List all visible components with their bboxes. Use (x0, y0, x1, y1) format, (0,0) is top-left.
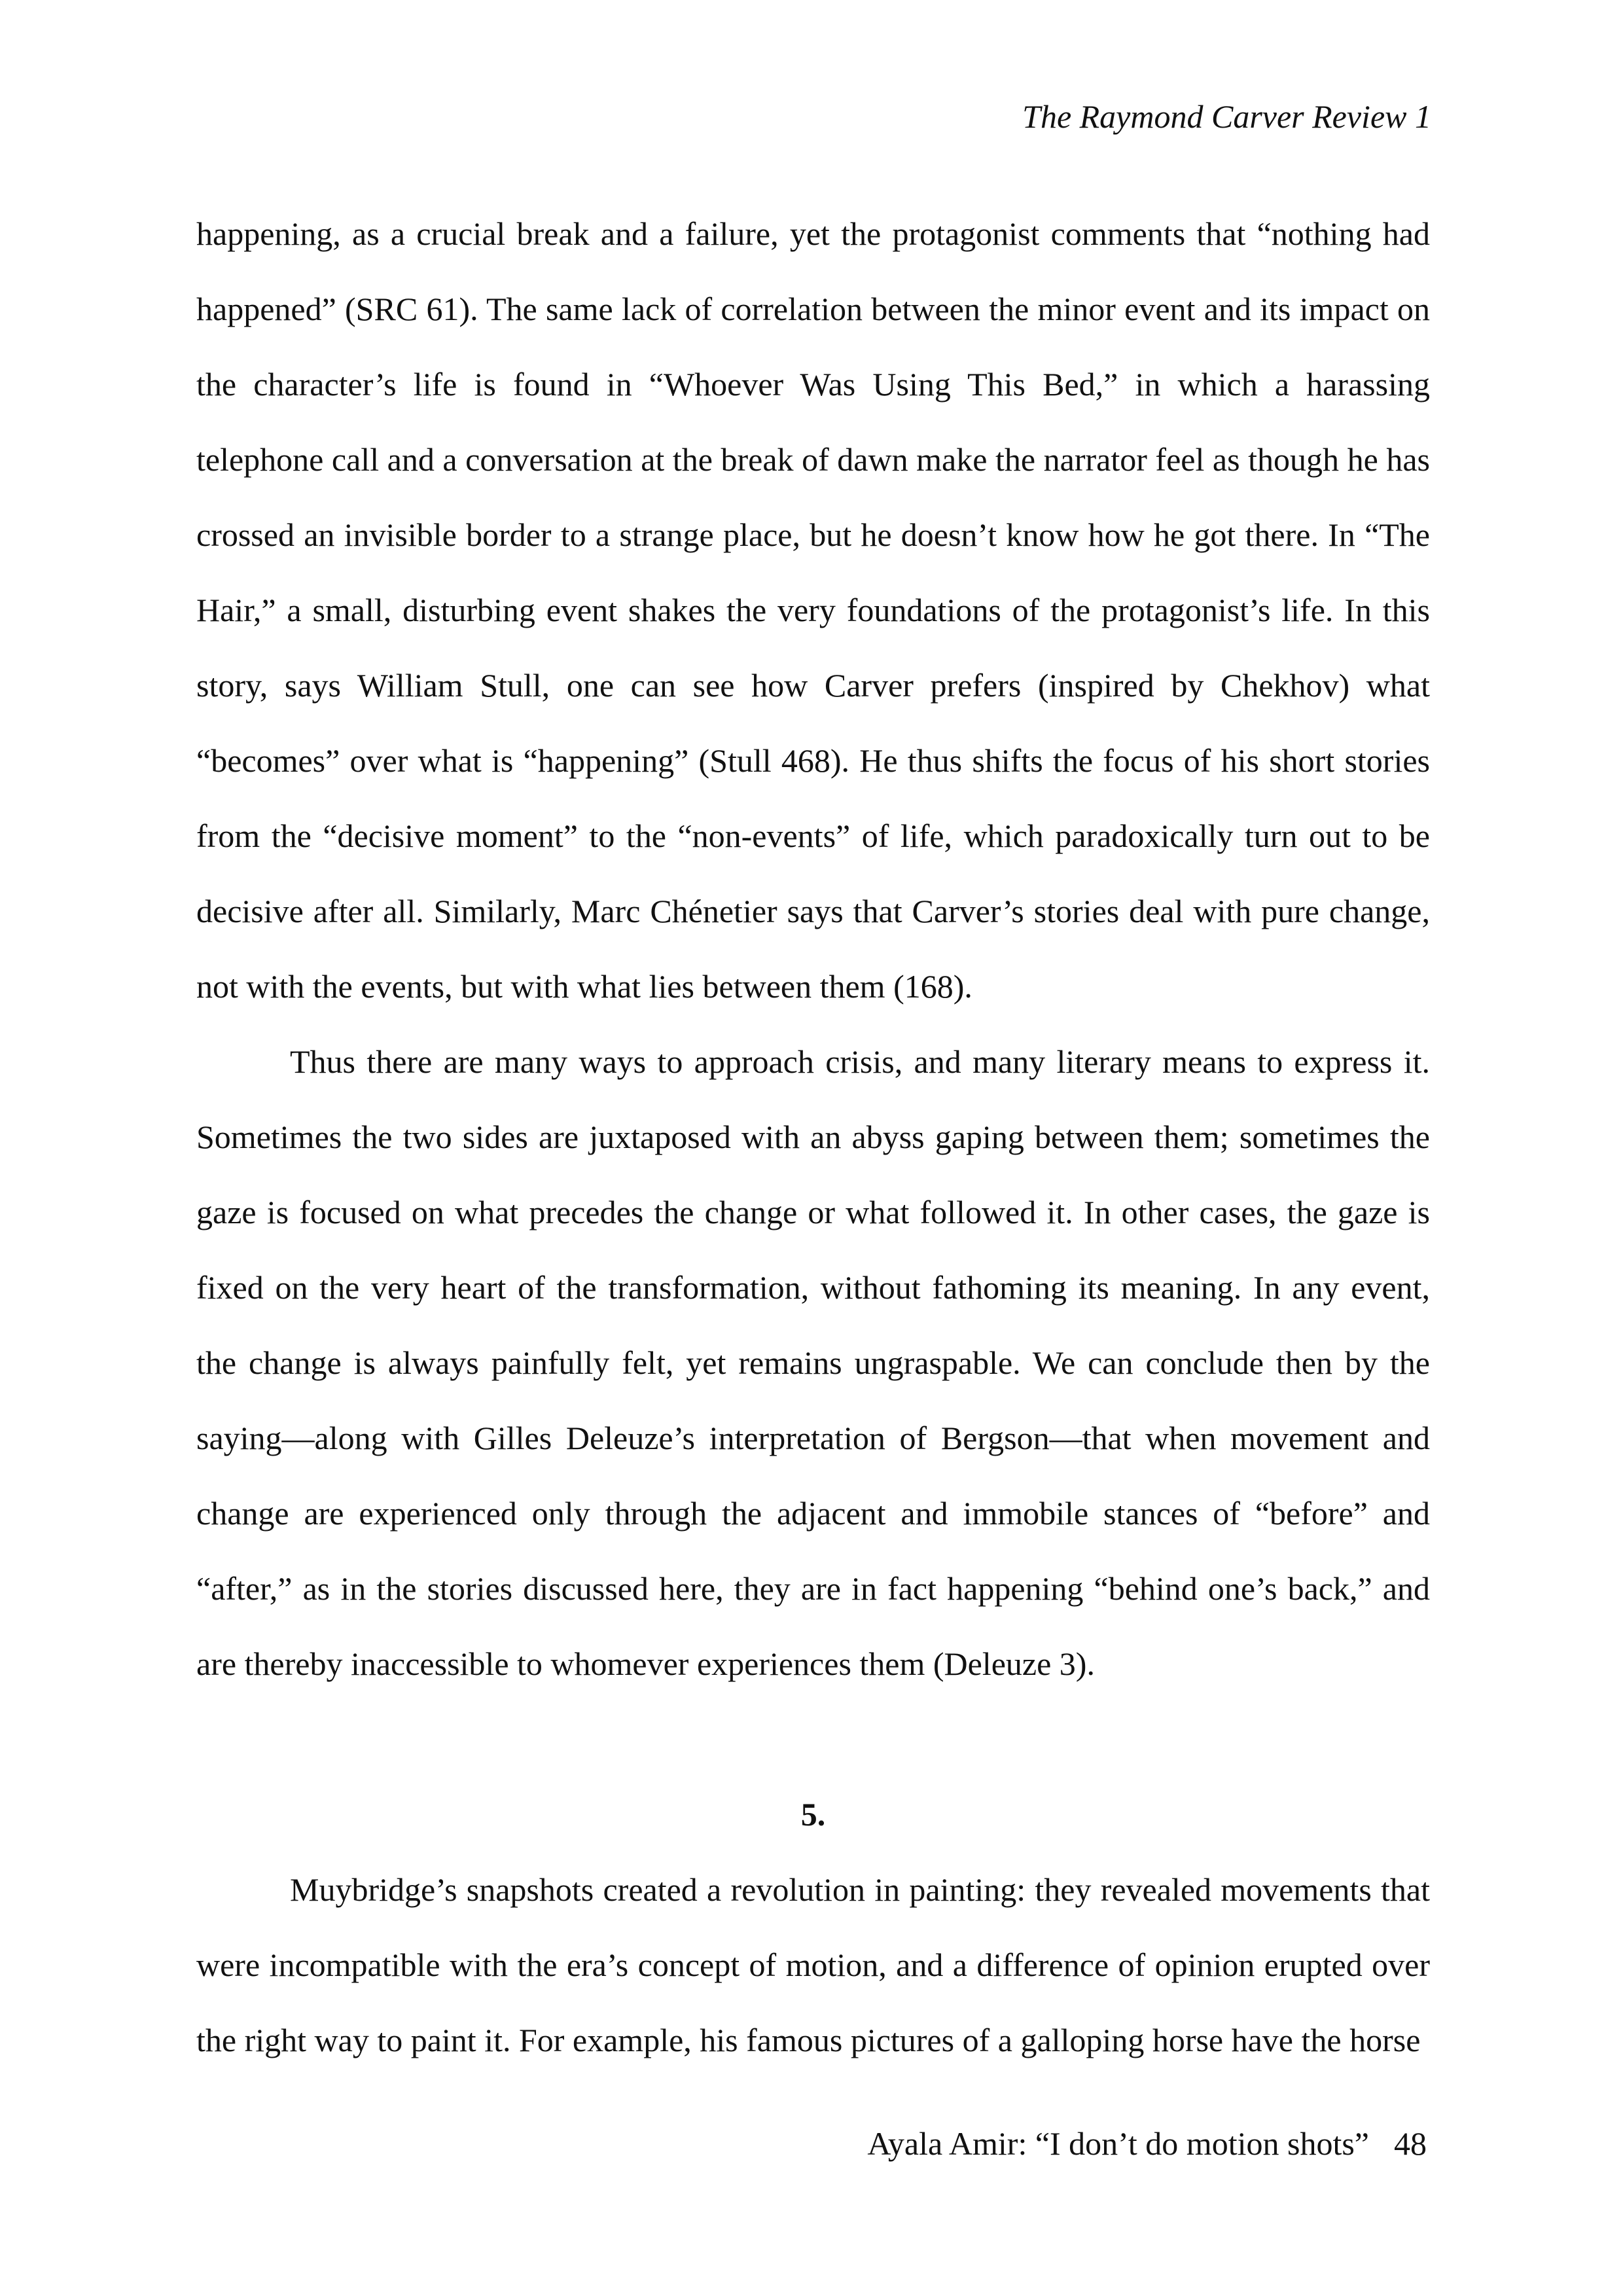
page-number: 48 (1394, 2125, 1427, 2162)
footer-author-title: Ayala Amir: “I don’t do motion shots” (867, 2125, 1369, 2162)
page-footer (867, 2124, 1427, 2163)
paragraph-crisis: Thus there are many ways to approach crisis, and many literary means to express it. Sometimes the two sides are juxtaposed with an abyss gaping between them; sometimes the gaze is focused on what precedes the change or what followed it. In other cases, the gaze is fixed on the very heart of the transformation, without fathoming its meaning. In any event, the change is always painfully felt, yet remains ungraspable. We can conclude then by the saying—along with Gilles Deleuze’s interpretation of Bergson—that when movement and change are experienced only through the adjacent and immobile stances of “before” and “after,” as in the stories discussed here, they are in fact happening “behind one’s back,” and are thereby inaccessible to whomever experiences them (Deleuze 3). (196, 1043, 1430, 1682)
section-heading: 5. (800, 1796, 826, 1833)
paragraph-continued: happening, as a crucial break and a failure, yet the protagonist comments that “nothing had happened” (SRC 61). The same lack of correlation between the minor event and its impact on the character’s life is found in “Whoever Was Using This Bed,” in which a harassing telephone call and a conversation at the break of dawn make the narrator feel as though he has crossed an invisible border to a strange place, but he doesn’t know how he got there. In “The Hair,” a small, disturbing event shakes the very foundations of the protagonist’s life. In this story, says William Stull, one can see how Carver prefers (inspired by Chekhov) what “becomes” over what is “happening” (Stull 468). He thus shifts the focus of his short stories from the “decisive moment” to the “non-events” of life, which paradoxically turn out to be decisive after all. Similarly, Marc Chénetier says that Carver’s stories deal with pure change, not with the events, but with what lies between them (168). (196, 215, 1430, 1005)
running-title: The Raymond Carver Review 1 (1022, 98, 1431, 135)
article-body (196, 196, 1430, 2078)
paragraph-muybridge: Muybridge’s snapshots created a revolution in painting: they revealed movements that were incompatible with the era’s concept of motion, and a difference of opinion erupted over the right way to paint it. For example, his famous pictures of a galloping horse have the horse (196, 1871, 1430, 2058)
